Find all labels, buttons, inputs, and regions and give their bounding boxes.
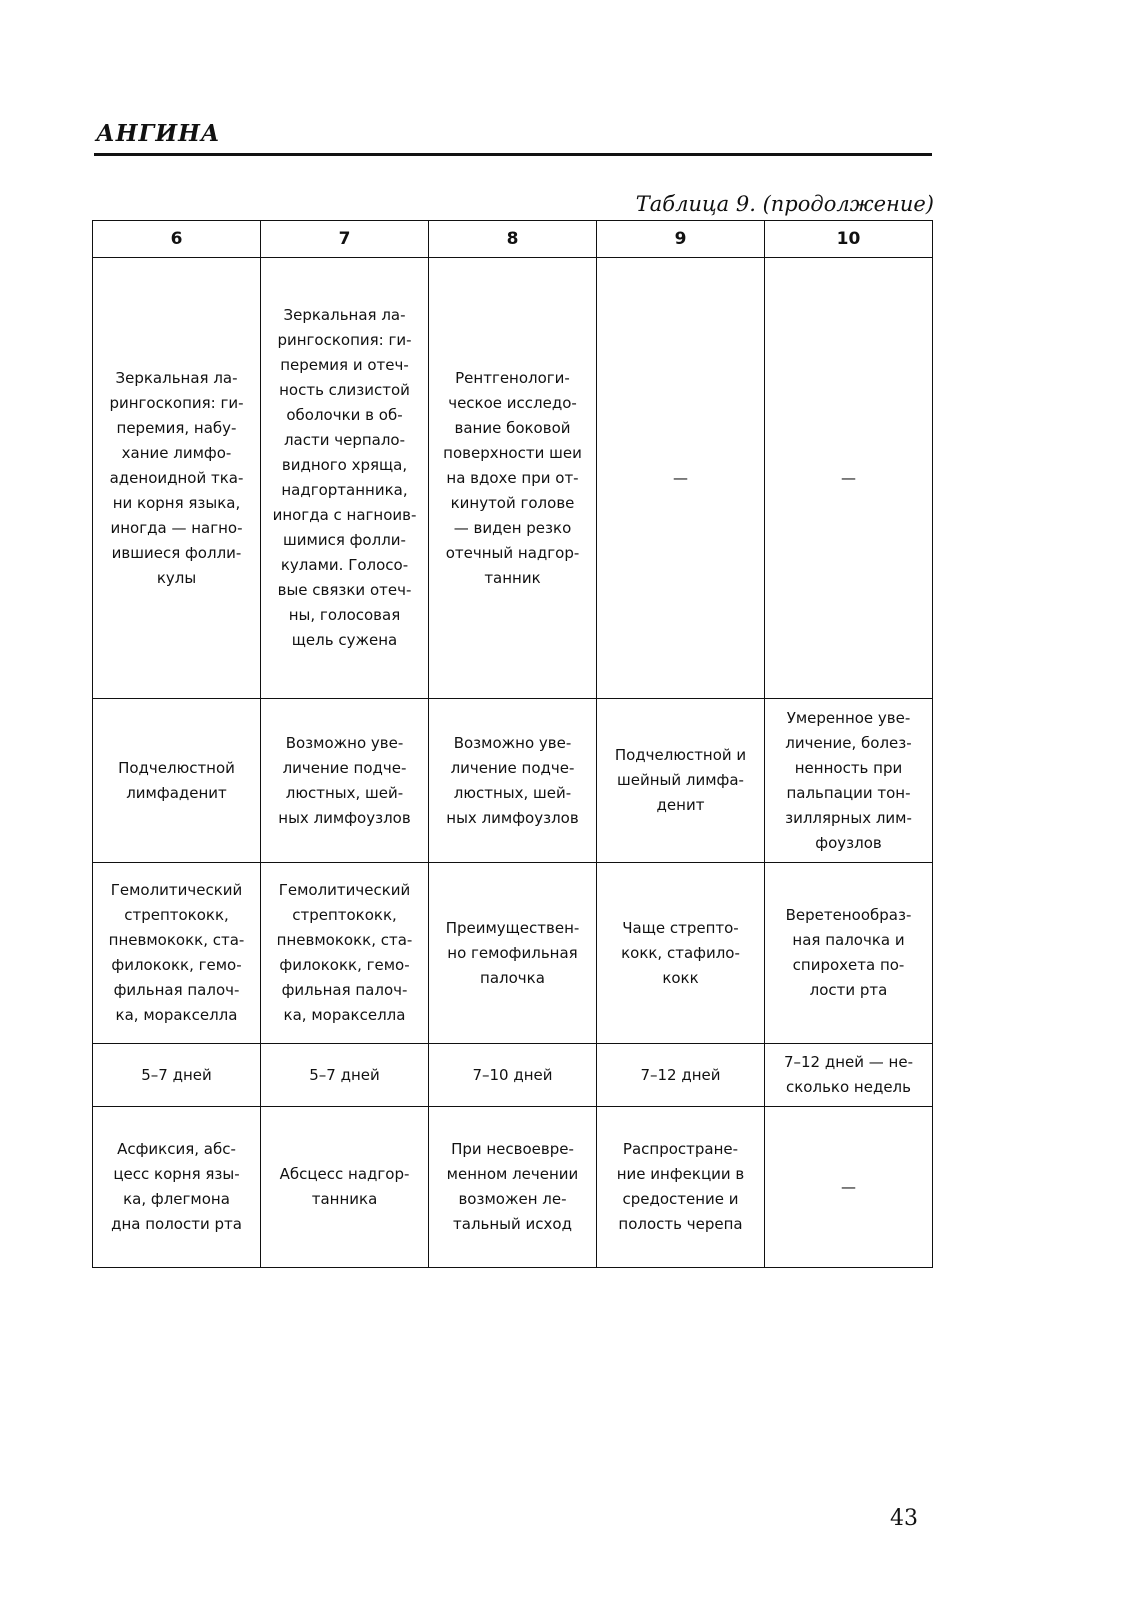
table-cell: Чаще стрепто- кокк, стафило- кокк bbox=[597, 863, 765, 1044]
comparison-table bbox=[92, 220, 933, 1268]
table-cell: Возможно уве- личение подче- люстных, шей- ных лимфоузлов bbox=[429, 699, 597, 863]
header-rule bbox=[94, 153, 932, 156]
table-row bbox=[93, 1107, 933, 1268]
column-header: 8 bbox=[429, 221, 597, 258]
table-row bbox=[93, 699, 933, 863]
table-cell: При несвоевре- менном лечении возможен ле- тальный исход bbox=[429, 1107, 597, 1268]
page-number: 43 bbox=[890, 1506, 918, 1531]
table-cell: Веретенообраз- ная палочка и спирохета по- лости рта bbox=[765, 863, 933, 1044]
table-cell: — bbox=[597, 258, 765, 699]
table-header-row bbox=[93, 221, 933, 258]
table-row bbox=[93, 258, 933, 699]
table-cell: Зеркальная ла- рингоскопия: ги- перемия и отеч- ность слизистой оболочки в об- ласти черпало- видного хряща, надгортанника, иногда с нагноив- шимися фолли- кулами. Голосо- вые связки отеч- ны, голосовая щель сужена bbox=[261, 258, 429, 699]
table-cell: Подчелюстной лимфаденит bbox=[93, 699, 261, 863]
table-cell: 7–10 дней bbox=[429, 1044, 597, 1107]
table-cell: Зеркальная ла- рингоскопия: ги- перемия, набу- хание лимфо- аденоидной тка- ни корня языка, иногда — нагно- ившиеся фолли- кулы bbox=[93, 258, 261, 699]
column-header: 7 bbox=[261, 221, 429, 258]
table-row bbox=[93, 1044, 933, 1107]
table-cell: — bbox=[765, 258, 933, 699]
table-cell: Преимуществен- но гемофильная палочка bbox=[429, 863, 597, 1044]
table-cell: Абсцесс надгор- танника bbox=[261, 1107, 429, 1268]
table-cell: 5–7 дней bbox=[93, 1044, 261, 1107]
column-header: 9 bbox=[597, 221, 765, 258]
running-head: АНГИНА bbox=[96, 120, 221, 147]
table-cell: — bbox=[765, 1107, 933, 1268]
table-cell: 5–7 дней bbox=[261, 1044, 429, 1107]
table-cell: Гемолитический стрептококк, пневмококк, ста- филококк, гемо- фильная палоч- ка, моракселла bbox=[93, 863, 261, 1044]
column-header: 10 bbox=[765, 221, 933, 258]
table-cell: Подчелюстной и шейный лимфа- денит bbox=[597, 699, 765, 863]
table-cell: Умеренное уве- личение, болез- ненность при пальпации тон- зиллярных лим- фоузлов bbox=[765, 699, 933, 863]
table-cell: Асфиксия, абс- цесс корня язы- ка, флегмона дна полости рта bbox=[93, 1107, 261, 1268]
table-row bbox=[93, 863, 933, 1044]
column-header: 6 bbox=[93, 221, 261, 258]
table-cell: Гемолитический стрептококк, пневмококк, ста- филококк, гемо- фильная палоч- ка, моракселла bbox=[261, 863, 429, 1044]
table-cell: 7–12 дней — не- сколько недель bbox=[765, 1044, 933, 1107]
table-cell: 7–12 дней bbox=[597, 1044, 765, 1107]
table-caption: Таблица 9. (продолжение) bbox=[635, 192, 934, 216]
table-cell: Распростране- ние инфекции в средостение и полость черепа bbox=[597, 1107, 765, 1268]
table-cell: Возможно уве- личение подче- люстных, шей- ных лимфоузлов bbox=[261, 699, 429, 863]
table-cell: Рентгенологи- ческое исследо- вание боковой поверхности шеи на вдохе при от- кинутой голове — виден резко отечный надгор- танник bbox=[429, 258, 597, 699]
